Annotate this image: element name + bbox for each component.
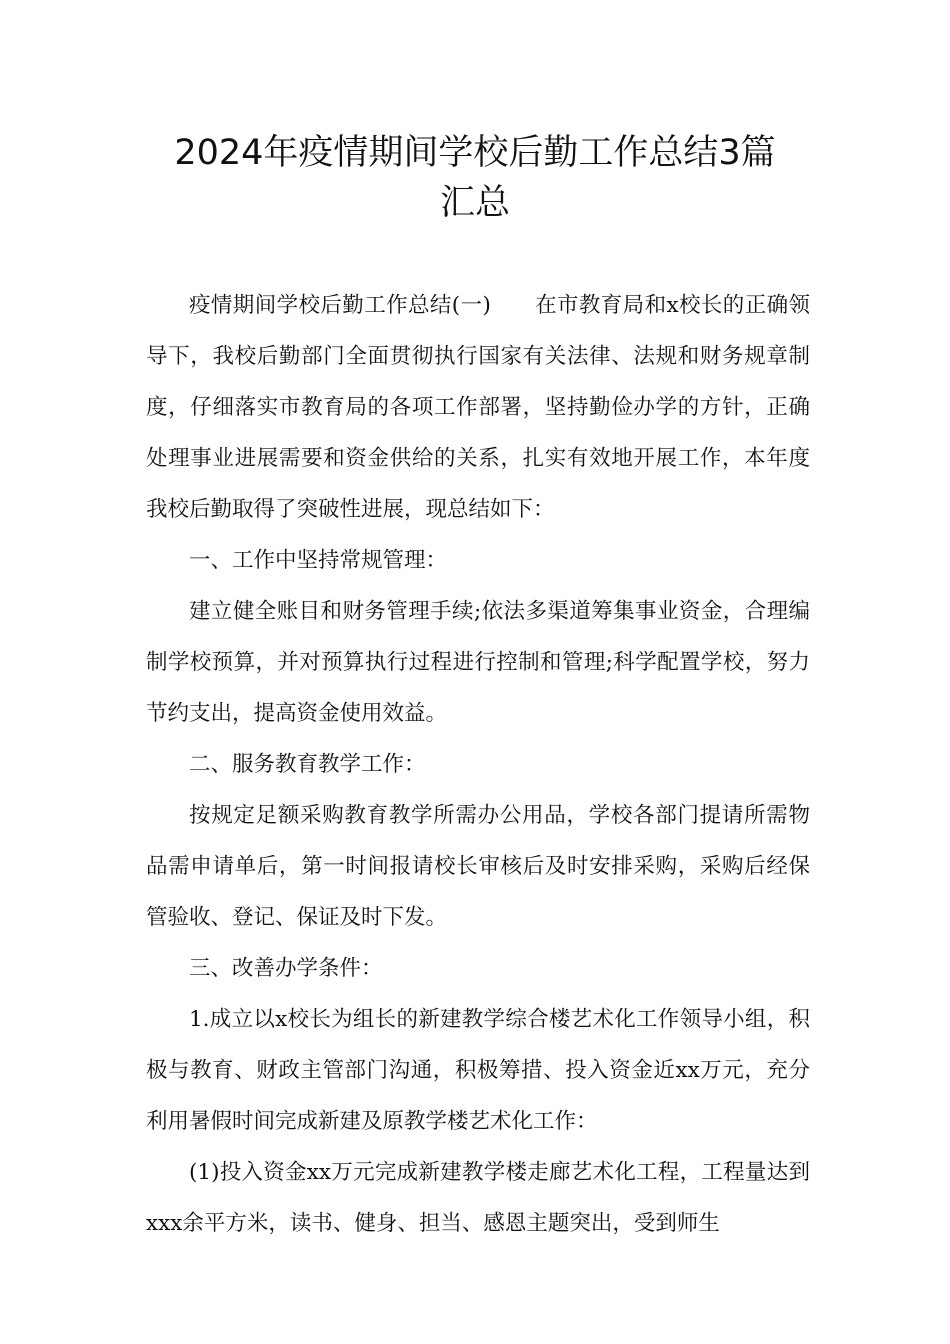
paragraph: 建立健全账目和财务管理手续;依法多渠道筹集事业资金，合理编制学校预算，并对预算执行过程进行控制和管理;科学配置学校，努力节约支出，提高资金使用效益。 — [146, 599, 810, 726]
paragraph-intro: 疫情期间学校后勤工作总结(一) 在市教育局和x校长的正确领导下，我校后勤部门全面贯彻执行国家有关法律、法规和财务规章制度，仔细落实市教育局的各项工作部署，坚持勤俭办学的方针，正确处理事业进展需要和资金供给的关系，扎实有效地开展工作，本年度我校后勤取得了突破性进展，现总结如下： — [146, 293, 810, 522]
title-line-1: 2024年疫情期间学校后勤工作总结3篇 — [174, 133, 776, 173]
section-heading-1: 一、工作中坚持常规管理： — [189, 548, 448, 573]
section-heading-2: 二、服务教育教学工作： — [189, 752, 426, 777]
document-body — [146, 280, 810, 1249]
paragraph: 按规定足额采购教育教学所需办公用品，学校各部门提请所需物品需申请单后，第一时间报请校长审核后及时安排采购，采购后经保管验收、登记、保证及时下发。 — [146, 803, 810, 930]
document-title — [100, 128, 850, 228]
section-heading-3: 三、改善办学条件： — [189, 956, 383, 981]
title-line-2: 汇总 — [439, 183, 510, 223]
paragraph: (1)投入资金xx万元完成新建教学楼走廊艺术化工程，工程量达到xxx余平方米，读书、健身、担当、感恩主题突出，受到师生 — [146, 1160, 810, 1236]
paragraph: 1.成立以x校长为组长的新建教学综合楼艺术化工作领导小组，积极与教育、财政主管部门沟通，积极筹措、投入资金近xx万元，充分利用暑假时间完成新建及原教学楼艺术化工作： — [146, 1007, 810, 1134]
